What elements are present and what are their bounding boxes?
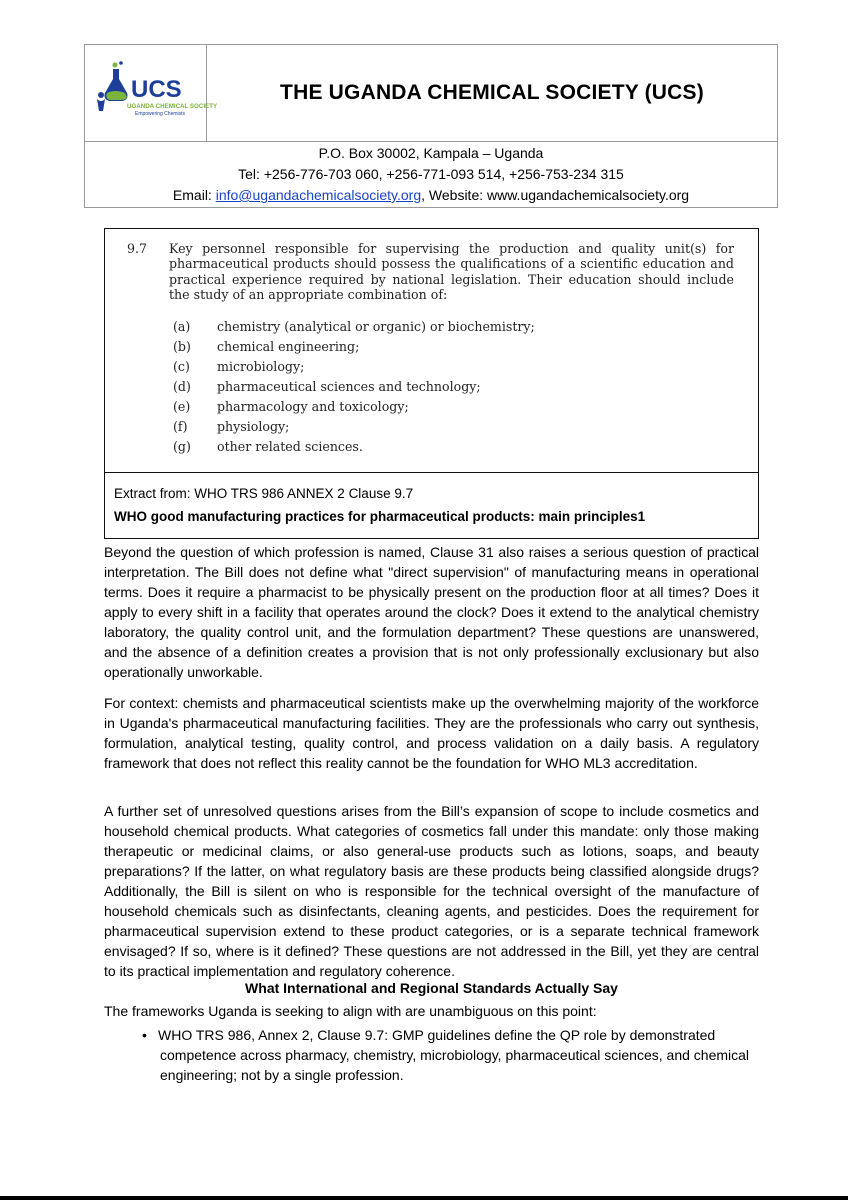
- list-item-label: (d): [173, 379, 191, 394]
- list-item: [173, 357, 733, 377]
- list-item-label: (e): [173, 399, 191, 414]
- list-item: [173, 317, 733, 337]
- email-website-line: [85, 185, 777, 206]
- clause-number: 9.7: [127, 241, 148, 256]
- caption-title: WHO good manufacturing practices for pharmaceutical products: main principles1: [114, 509, 646, 524]
- email-label: Email:: [172, 187, 216, 203]
- page-bottom-edge: [0, 1196, 848, 1200]
- logo-wordmark: UCS: [131, 76, 182, 103]
- who-extract-box: [104, 228, 759, 539]
- logo-org-name: UGANDA CHEMICAL SOCIETY: [127, 103, 218, 110]
- list-item-text: pharmacology and toxicology;: [217, 399, 409, 414]
- list-item-text: microbiology;: [217, 359, 305, 374]
- letterhead: [84, 44, 778, 208]
- email-link[interactable]: info@ugandachemicalsociety.org: [215, 187, 422, 203]
- list-item-label: (g): [173, 439, 191, 454]
- address-line: P.O. Box 30002, Kampala – Uganda: [318, 145, 544, 161]
- list-item: [173, 337, 733, 357]
- flask-icon: [105, 61, 128, 101]
- logo-cell: [85, 45, 218, 141]
- paragraph-scope-expansion: A further set of unresolved questions arises from the Bill’s expansion of scope to include cosmetics and household chemical products. What categories of cosmetics fall under this mandate: only those making therapeutic or medicinal claims, or also general-use products such as lotions, soaps, and beauty preparations? If the latter, on what regulatory basis are these products being classified alongside drugs? Additionally, the Bill is silent on who is responsible for the technical oversight of the manufacture of household chemicals such as disinfectants, cleaning agents, and pesticides. Does the requirement for pharmaceutical supervision extend to these product categories, or is a separate technical framework envisaged? If so, where is it defined? These questions are not addressed in the Bill, yet they are central to its practical implementation and regulatory coherence.: [104, 803, 759, 979]
- list-item: [173, 417, 733, 437]
- list-item-label: (f): [173, 419, 188, 434]
- extract-content: [105, 229, 758, 473]
- paragraph-context: For context: chemists and pharmaceutical scientists make up the overwhelming majority of the workforce in Uganda's pharmaceutical manufacturing facilities. They are the professionals who carry out synthesis, formulation, analytical testing, quality control, and process validation on a daily basis. A regulatory framework that does not reflect this reality cannot be the foundation for WHO ML3 accreditation.: [104, 695, 759, 771]
- list-item: [173, 377, 733, 397]
- contact-block: [85, 141, 777, 209]
- list-item-label: (a): [173, 319, 191, 334]
- extract-caption: [105, 473, 758, 539]
- list-item-label: (b): [173, 339, 191, 354]
- list-item-label: (c): [173, 359, 190, 374]
- website-text: , Website: www.ugandachemicalsociety.org: [421, 187, 690, 203]
- bullet-text: WHO TRS 986, Annex 2, Clause 9.7: GMP guidelines define the QP role by demonstrated competence across pharmacy, chemistry, microbiology, pharmaceutical sciences, and chemical engineering; not by a single profession.: [158, 1027, 750, 1083]
- standards-intro: The frameworks Uganda is seeking to align with are unambiguous on this point:: [104, 1003, 597, 1019]
- list-item-text: pharmaceutical sciences and technology;: [217, 379, 481, 394]
- clause-paragraph: [127, 241, 734, 303]
- paragraph-direct-supervision: Beyond the question of which profession is named, Clause 31 also raises a serious question of practical interpretation. The Bill does not define what "direct supervision" of manufacturing means in operational terms. Does it require a pharmacist to be physically present on the production floor at all times? Does it apply to every shift in a facility that operates around the clock? Does it extend to the analytical chemistry laboratory, the quality control unit, and the formulation department? These questions are unanswered, and the absence of a definition creates a provision that is not only professionally exclusionary but also operationally unworkable.: [104, 544, 759, 680]
- figure-icon: [97, 92, 105, 111]
- tel-line: Tel: +256-776-703 060, +256-771-093 514, +256-753-234 315: [238, 166, 624, 182]
- letterhead-header-row: [85, 45, 777, 142]
- logo-tagline: Empowering Chemists: [135, 111, 186, 117]
- list-item-text: physiology;: [217, 419, 290, 434]
- list-item: [173, 397, 733, 417]
- caption-source: Extract from: WHO TRS 986 ANNEX 2 Clause 9.7: [114, 486, 414, 501]
- list-item: [142, 1025, 760, 1085]
- list-item-text: chemistry (analytical or organic) or biochemistry;: [217, 319, 535, 334]
- list-item-text: other related sciences.: [217, 439, 363, 454]
- clause-text: Key personnel responsible for supervising the production and quality unit(s) for pharmaceutical products should possess the qualifications of a scientific education and practical experience required by national legislation. Their education should include the study of an appropriate combination of:: [169, 241, 734, 303]
- section-heading: What International and Regional Standards Actually Say: [245, 980, 618, 996]
- qualification-list: [173, 317, 733, 457]
- org-title: THE UGANDA CHEMICAL SOCIETY (UCS): [280, 81, 704, 104]
- ucs-logo: [95, 59, 218, 125]
- list-item-text: chemical engineering;: [217, 339, 360, 354]
- list-item: [173, 437, 733, 457]
- bullet-icon: •: [142, 1027, 147, 1043]
